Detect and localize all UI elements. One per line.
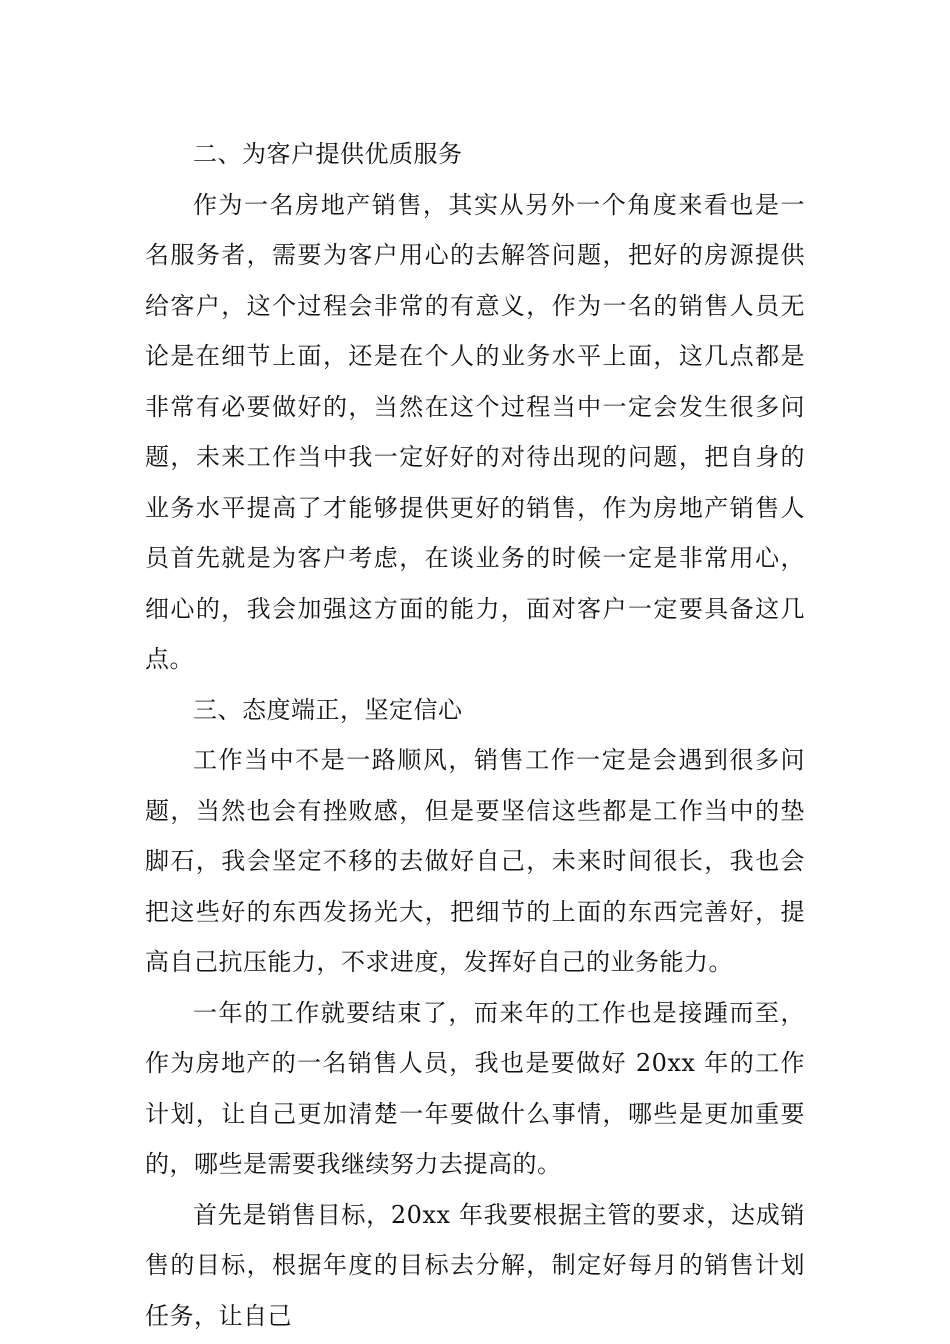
- paragraph-work-plan: 一年的工作就要结束了，而来年的工作也是接踵而至，作为房地产的一名销售人员，我也是要做好 20xx 年的工作计划，让自己更加清楚一年要做什么事情，哪些是更加重要的，哪些是需要我继续努力去提高的。: [145, 998, 805, 1178]
- section-heading-attitude: 三、态度端正，坚定信心: [193, 695, 463, 724]
- paragraph-customer-service: 作为一名房地产销售，其实从另外一个角度来看也是一名服务者，需要为客户用心的去解答问题，把好的房源提供给客户，这个过程会非常的有意义，作为一名的销售人员无论是在细节上面，还是在个人的业务水平上面，这几点都是非常有必要做好的，当然在这个过程当中一定会发生很多问题，未来工作当中我一定好好的对待出现的问题，把自身的业务水平提高了才能够提供更好的销售，作为房地产销售人员首先就是为客户考虑，在谈业务的时候一定是非常用心，细心的，我会加强这方面的能力，面对客户一定要具备这几点。: [145, 190, 805, 673]
- paragraph-sales-target: 首先是销售目标，20xx 年我要根据主管的要求，达成销售的目标，根据年度的目标去分解，制定好每月的销售计划任务，让自己: [145, 1200, 805, 1330]
- paragraph-attitude: 工作当中不是一路顺风，销售工作一定是会遇到很多问题，当然也会有挫败感，但是要坚信这些都是工作当中的垫脚石，我会坚定不移的去做好自己，未来时间很长，我也会把这些好的东西发扬光大，把细节的上面的东西完善好，提高自己抗压能力，不求进度，发挥好自己的业务能力。: [145, 746, 805, 976]
- document-body: [145, 129, 805, 1341]
- section-heading-customer-service: 二、为客户提供优质服务: [193, 140, 463, 168]
